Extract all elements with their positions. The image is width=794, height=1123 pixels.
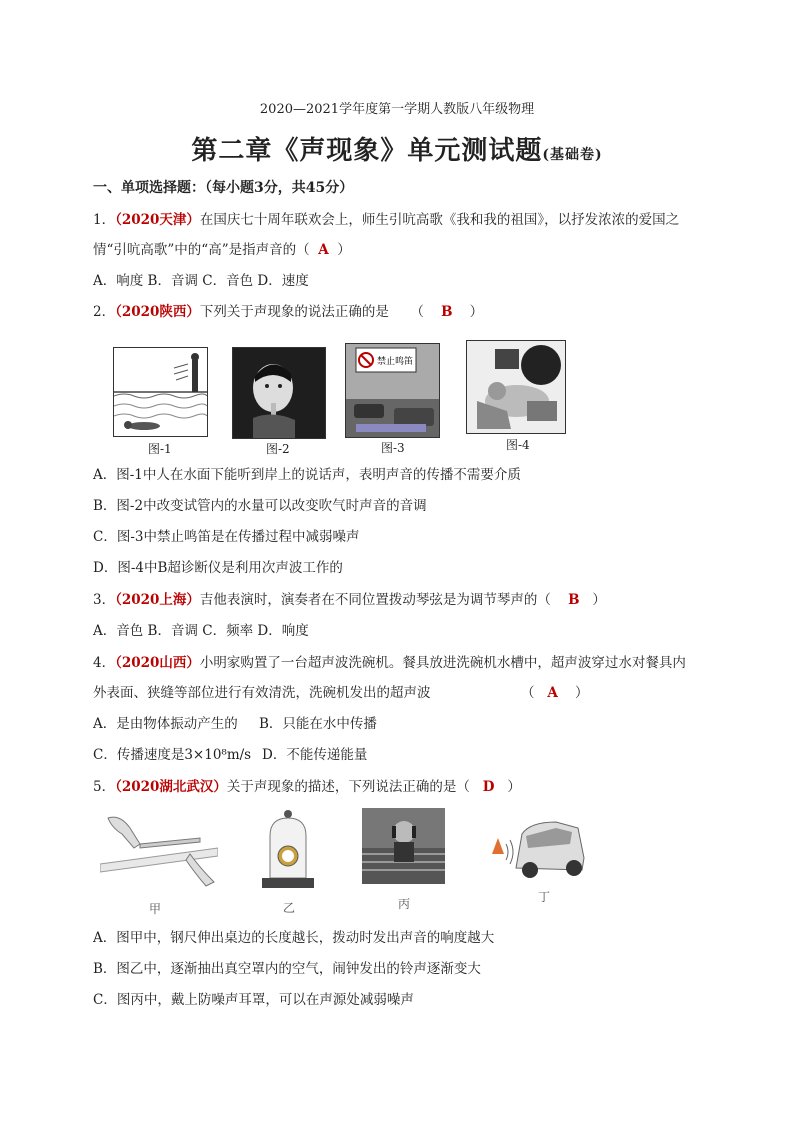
q4-source-tag: （2020山西） <box>115 655 200 671</box>
q4-number: 4． <box>93 655 116 671</box>
q2-figure-1-image <box>113 347 208 437</box>
q2-answer: B <box>441 304 453 320</box>
q4-line2 <box>93 681 431 701</box>
q3-line1 <box>93 588 606 608</box>
q5-figure-jia-caption: 甲 <box>149 902 162 916</box>
q3-bracket-close: ） <box>592 592 606 608</box>
q2-stem: 下列关于声现象的说法正确的是 <box>199 304 389 320</box>
q4-stem-part1: 小明家购置了一台超声波洗碗机。餐具放进洗碗机水槽中，超声波穿过水对餐具内 <box>199 655 686 671</box>
title-main: 第二章《声现象》单元测试题 <box>191 136 543 166</box>
q2-figure-2-caption: 图-2 <box>266 442 290 456</box>
q1-options: A．响度 B．音调 C．音色 D．速度 <box>93 273 309 289</box>
q2-figure-3-image <box>345 343 440 438</box>
q4-stem-part2: 外表面、狭缝等部位进行有效清洗，洗碗机发出的超声波 <box>93 685 431 701</box>
q2-bracket-open: （ <box>410 304 424 320</box>
q4-answer: A <box>547 685 558 701</box>
q1-bracket-close: ） <box>337 242 351 258</box>
q5-stem: 关于声现象的描述，下列说法正确的是（ <box>226 779 470 795</box>
q4-option-d: D．不能传递能量 <box>262 747 368 763</box>
section-heading: 一、单项选择题：（每小题3分，共45分） <box>93 180 354 196</box>
q5-figure-ding-image <box>486 808 586 884</box>
q2-number: 2． <box>93 304 116 320</box>
q2-option-a: A．图-1中人在水面下能听到岸上的说话声，表明声音的传播不需要介质 <box>93 467 521 483</box>
title-suffix: (基础卷) <box>542 147 603 163</box>
q2-figure-4-image <box>466 340 566 434</box>
q5-figure-bing-image <box>362 808 445 884</box>
q5-answer: D <box>482 779 495 795</box>
q3-source-tag: （2020上海） <box>115 592 200 608</box>
q4-answer-bracket <box>521 681 589 701</box>
q5-source-tag: （2020湖北武汉） <box>115 779 227 795</box>
q2-figure-3-sign-text: 禁止鸣笛 <box>377 357 414 367</box>
q5-option-b: B．图乙中，逐渐抽出真空罩内的空气，闹钟发出的铃声逐渐变大 <box>93 961 481 977</box>
q2-source-tag: （2020陕西） <box>115 304 200 320</box>
q5-line1 <box>93 775 521 795</box>
q5-figure-yi-caption: 乙 <box>283 901 296 915</box>
q4-bracket-close: ） <box>575 685 589 701</box>
q4-option-a: A．是由物体振动产生的 <box>93 716 238 732</box>
q1-stem-part2: 情“引吭高歌”中的“高”是指声音的（ <box>93 242 310 258</box>
q3-answer: B <box>568 592 580 608</box>
q5-number: 5． <box>93 779 116 795</box>
q4-line1 <box>93 651 686 671</box>
exam-subtitle: 2020—2021学年度第一学期人教版八年级物理 <box>259 102 535 117</box>
q4-option-c: C．传播速度是3×10⁸m/s <box>93 747 252 763</box>
q3-stem: 吉他表演时，演奏者在不同位置拨动琴弦是为调节琴声的（ <box>199 592 551 608</box>
q2-option-c: C．图-3中禁止鸣笛是在传播过程中减弱噪声 <box>93 529 360 545</box>
q5-option-c: C．图丙中，戴上防噪声耳罩，可以在声源处减弱噪声 <box>93 992 414 1008</box>
q2-figure-3-caption: 图-3 <box>381 441 405 455</box>
q3-number: 3． <box>93 592 116 608</box>
q3-options: A．音色 B．音调 C．频率 D．响度 <box>93 623 309 639</box>
q1-answer: A <box>318 242 329 258</box>
q2-option-b: B．图-2中改变试管内的水量可以改变吹气时声音的音调 <box>93 498 427 514</box>
q2-line1 <box>93 300 483 320</box>
q1-line2 <box>93 238 351 258</box>
q5-figure-ding-caption: 丁 <box>538 890 551 904</box>
q5-figure-yi-image <box>258 808 318 892</box>
q2-figure-4-caption: 图-4 <box>506 438 530 452</box>
q2-figure-1-caption: 图-1 <box>148 442 172 456</box>
q5-bracket-close: ） <box>507 779 521 795</box>
q5-figure-jia-image <box>100 808 218 888</box>
q1-number: 1． <box>93 212 116 228</box>
q1-stem-part1: 在国庆七十周年联欢会上，师生引吭高歌《我和我的祖国》，以抒发浓浓的爱国之 <box>199 212 680 228</box>
q5-option-a: A．图甲中，钢尺伸出桌边的长度越长，拨动时发出声音的响度越大 <box>93 930 495 946</box>
q4-option-b: B．只能在水中传播 <box>259 716 377 732</box>
q2-bracket-close: ） <box>469 304 484 320</box>
exam-title <box>0 130 794 167</box>
q1-source-tag: （2020天津） <box>115 212 200 228</box>
q2-option-d: D．图-4中B超诊断仪是利用次声波工作的 <box>93 560 343 576</box>
q5-figure-bing-caption: 丙 <box>398 897 411 911</box>
q1-line1 <box>93 208 679 228</box>
q4-bracket-open: （ <box>521 685 535 701</box>
q2-figure-2-image <box>232 347 326 439</box>
